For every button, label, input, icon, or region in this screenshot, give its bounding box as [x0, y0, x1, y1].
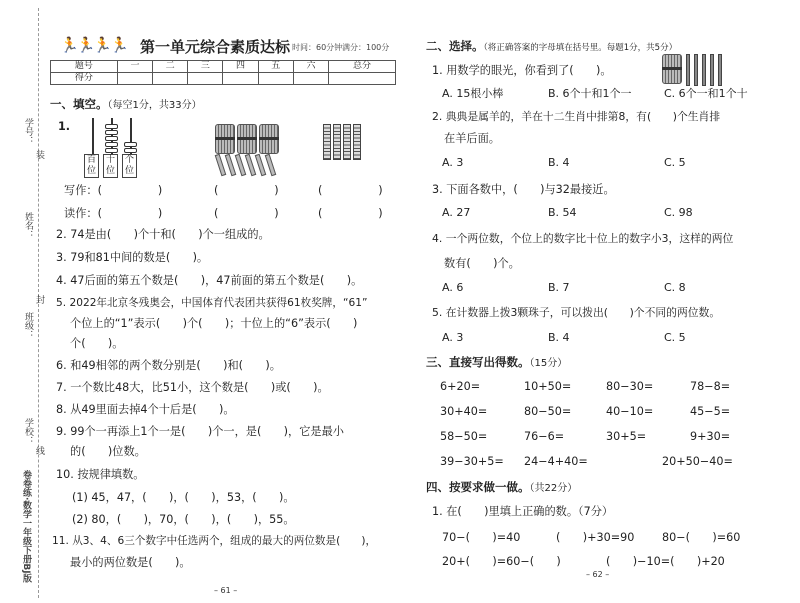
q1-read-3[interactable]: ( )	[318, 207, 383, 220]
question-5-line1: 5. 2022年北京冬残奥会，中国体育代表团共获得61枚奖牌，“61”	[56, 297, 368, 309]
choice-2-line2: 在羊后面。	[444, 132, 500, 145]
score-input-cell[interactable]	[117, 73, 152, 85]
section4-q1-note: （7分）	[578, 505, 614, 518]
choice-3-option-b[interactable]: B. 54	[548, 206, 577, 219]
section2-heading	[426, 38, 677, 54]
fill-equation[interactable]: ( )+30=90	[556, 531, 635, 544]
table-cell: 得分	[51, 73, 118, 85]
choice-4-option-c[interactable]: C. 8	[664, 281, 686, 294]
choice-3: 3. 下面各数中，( )与32最接近。	[432, 183, 615, 196]
table-cell: 总分	[329, 61, 396, 73]
section2-note: （将正确答案的字母填在括号里。每题1分，共5分）	[483, 43, 678, 53]
calc-item[interactable]: 76−6=	[524, 430, 565, 443]
section4-heading	[426, 479, 577, 495]
question-5-line2: 个位上的“1”表示( )个( )；十位上的“6”表示( )	[70, 317, 358, 330]
score-input-cell[interactable]	[153, 73, 188, 85]
table-cell: 题号	[51, 61, 118, 73]
class-label: 班级：	[23, 312, 33, 339]
abacus-label-ones: 个位	[122, 154, 137, 178]
section3-title: 三、直接写出得数。	[426, 355, 530, 369]
seal-word-feng: 封	[34, 295, 44, 304]
question-7: 7. 一个数比48大，比51小，这个数是( )或( )。	[56, 381, 329, 394]
seal-word-zhuang: 装	[34, 150, 44, 159]
choice-4-line2: 数有( )个。	[444, 257, 520, 270]
name-label: 姓名：	[23, 212, 33, 239]
mascot-figures-icon: 🏃🏃🏃🏃	[60, 36, 127, 54]
score-table-score-row	[51, 73, 396, 85]
q1-read-1[interactable]: 读作：( )	[64, 207, 163, 220]
section3-heading	[426, 354, 567, 370]
calc-item[interactable]: 10+50=	[524, 380, 572, 393]
question-9-line1: 9. 99个一再添上1个一是( )个一，是( )，它是最小	[56, 425, 344, 438]
calc-item[interactable]: 24−4+40=	[524, 455, 588, 468]
choice-4-line1: 4. 一个两位数，个位上的数字比十位上的数字小3，这样的两位	[432, 232, 734, 245]
page-number-61: – 61 –	[214, 586, 238, 595]
abacus-label-tens: 十位	[103, 154, 118, 178]
score-input-cell[interactable]	[293, 73, 328, 85]
score-table-header-row	[51, 61, 396, 73]
score-input-cell[interactable]	[329, 73, 396, 85]
page-number-62: – 62 –	[586, 570, 610, 579]
choice-1-option-b[interactable]: B. 6个十和1个一	[548, 87, 632, 100]
table-cell: 一	[117, 61, 152, 73]
calc-item[interactable]: 80−50=	[524, 405, 572, 418]
calc-item[interactable]: 39−30+5=	[440, 455, 504, 468]
question-2: 2. 74是由( )个十和( )个一组成的。	[56, 228, 270, 241]
choice-4-option-a[interactable]: A. 6	[442, 281, 464, 294]
calc-item[interactable]: 6+20=	[440, 380, 481, 393]
question-3: 3. 79和81中间的数是( )。	[56, 251, 209, 264]
table-cell: 二	[153, 61, 188, 73]
q1-write-2[interactable]: ( )	[214, 184, 279, 197]
question-8: 8. 从49里面去掉4个十后是( )。	[56, 403, 235, 416]
q1-write-1[interactable]: 写作：( )	[64, 184, 163, 197]
choice-5-option-a[interactable]: A. 3	[442, 331, 464, 344]
calc-item[interactable]: 9+30=	[690, 430, 731, 443]
calc-item[interactable]: 58−50=	[440, 430, 488, 443]
calc-item[interactable]: 40−10=	[606, 405, 654, 418]
q1-number: 1.	[58, 120, 71, 133]
section4-title: 四、按要求做一做。	[426, 480, 530, 494]
table-cell: 三	[188, 61, 223, 73]
question-6: 6. 和49相邻的两个数分别是( )和( )。	[56, 359, 281, 372]
fill-equation[interactable]: 70−( )=40	[442, 531, 521, 544]
score-input-cell[interactable]	[258, 73, 293, 85]
choice-1: 1. 用数学的眼光，你看到了( )。	[432, 64, 612, 77]
full-score: 满分：100分	[342, 43, 390, 52]
time-limit: 时间：60分钟	[292, 43, 343, 52]
choice-5-option-b[interactable]: B. 4	[548, 331, 570, 344]
choice-2-line1: 2. 典典是属羊的，羊在十二生肖中排第8，有( )个生肖排	[432, 110, 721, 123]
series-note: 卷卷练·数学一年级下册BJ版	[21, 470, 31, 583]
score-input-cell[interactable]	[188, 73, 223, 85]
question-10-part1: (1) 45，47，( )，( )，53，( )。	[72, 491, 295, 504]
calc-item[interactable]: 45−5=	[690, 405, 731, 418]
question-10-part2: (2) 80，( )，70，( )，( )，55。	[72, 513, 295, 526]
choice-3-option-a[interactable]: A. 27	[442, 206, 471, 219]
section1-note: （每空1分，共33分）	[107, 100, 202, 111]
question-4: 4. 47后面的第五个数是( )，47前面的第五个数是( )。	[56, 274, 363, 287]
table-cell: 四	[223, 61, 258, 73]
student-id-label: 学号：	[23, 118, 33, 145]
table-cell: 六	[293, 61, 328, 73]
section4-note: （共22分）	[529, 483, 578, 494]
table-cell: 五	[258, 61, 293, 73]
question-9-line2: 的( )位数。	[70, 445, 146, 458]
choice-1-option-c[interactable]: C. 6个一和1个十	[664, 87, 748, 100]
section1-heading	[50, 96, 202, 112]
score-input-cell[interactable]	[223, 73, 258, 85]
choice-5: 5. 在计数器上拨3颗珠子，可以拨出( )个不同的两位数。	[432, 306, 721, 319]
choice-5-option-c[interactable]: C. 5	[664, 331, 686, 344]
question-11-line2: 最小的两位数是( )。	[70, 556, 191, 569]
choice-2-option-a[interactable]: A. 3	[442, 156, 464, 169]
q1-read-2[interactable]: ( )	[214, 207, 279, 220]
choice-1-option-a[interactable]: A. 15根小棒	[442, 87, 504, 100]
choice-4-option-b[interactable]: B. 7	[548, 281, 570, 294]
question-5-line3: 个( )。	[70, 337, 124, 350]
score-table	[50, 60, 396, 85]
fill-equation[interactable]: ( )−10=( )+20	[606, 555, 725, 568]
calc-item[interactable]: 30+40=	[440, 405, 488, 418]
calc-item[interactable]: 20+50−40=	[662, 455, 733, 468]
choice-3-option-c[interactable]: C. 98	[664, 206, 693, 219]
section2-title: 二、选择。	[426, 39, 484, 53]
page-62	[400, 0, 800, 603]
seal-word-xian: 线	[34, 446, 44, 455]
fill-equation[interactable]: 20+( )=60−( )	[442, 555, 561, 568]
section1-title: 一、填空。	[50, 97, 108, 111]
choice-2-option-c[interactable]: C. 5	[664, 156, 686, 169]
q1-write-3[interactable]: ( )	[318, 184, 383, 197]
choice-2-option-b[interactable]: B. 4	[548, 156, 570, 169]
question-10: 10. 按规律填数。	[56, 468, 145, 481]
section3-note: （15分）	[529, 358, 568, 369]
calc-item[interactable]: 78−8=	[690, 380, 731, 393]
question-11-line1: 11. 从3、4、6三个数字中任选两个，组成的最大的两位数是( )，	[52, 535, 377, 547]
fill-equation[interactable]: 80−( )=60	[662, 531, 741, 544]
school-label: 学校：	[23, 418, 33, 445]
section4-q1	[432, 503, 613, 519]
abacus-label-hundreds: 百位	[84, 154, 99, 178]
calc-item[interactable]: 80−30=	[606, 380, 654, 393]
unit-title: 第一单元综合素质达标	[140, 38, 291, 56]
section4-q1-text: 1. 在( )里填上正确的数。	[432, 505, 579, 518]
calc-item[interactable]: 30+5=	[606, 430, 647, 443]
